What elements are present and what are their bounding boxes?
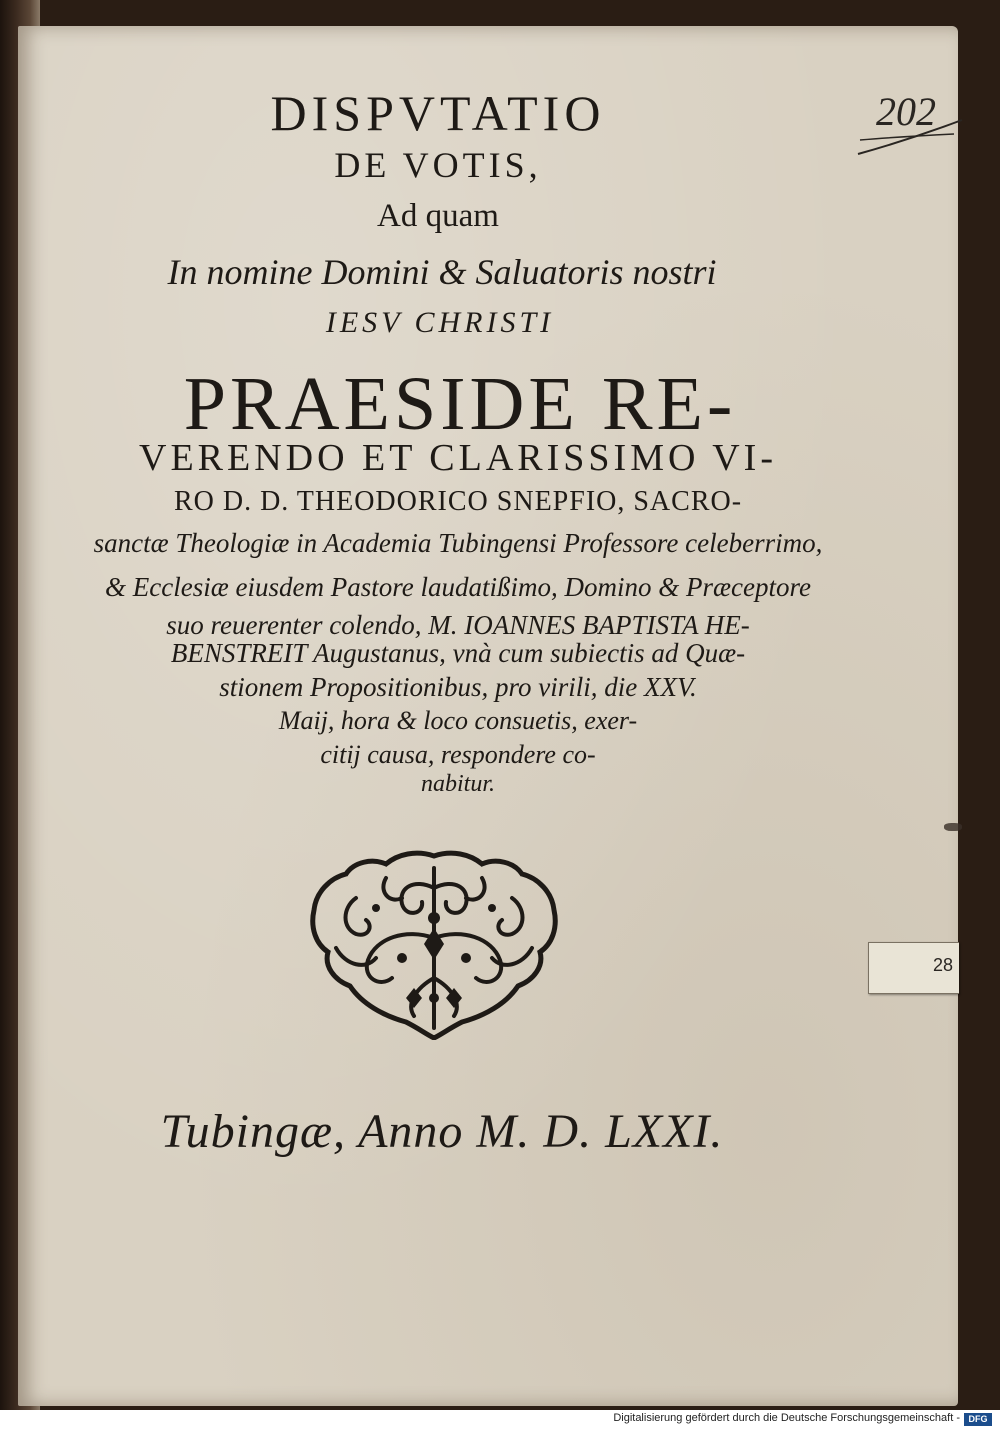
library-tab-label: 28 [932, 955, 953, 975]
imprint: Tubingæ, Anno M. D. LXXI. [160, 1105, 724, 1158]
footer-bar [0, 1410, 1000, 1430]
title-line-10: & Ecclesiæ eiusdem Pastore laudatißimo, Domino & Præceptore [105, 572, 811, 602]
title-line-11: suo reuerenter colendo, M. IOANNES BAPTISTA HE- [166, 610, 750, 640]
title-line-8: RO D. D. THEODORICO SNEPFIO, SACRO- [173, 486, 743, 517]
title-line-14: Maij, hora & loco consuetis, exer- [278, 706, 638, 735]
title-line-2: DE VOTIS, [334, 145, 542, 185]
title-line-9: sanctæ Theologiæ in Academia Tubingensi Professore celeberrimo, [93, 528, 823, 558]
title-line-3: Ad quam [377, 198, 499, 234]
dfg-logo-icon: DFG [964, 1413, 992, 1426]
title-line-13: stionem Propositionibus, pro virili, die XXV. [219, 672, 697, 702]
ink-spot-icon [944, 823, 962, 831]
title-line-1: DISPVTATIO [270, 85, 606, 141]
printers-ornament-icon [306, 848, 562, 1040]
title-line-5: IESV CHRISTI [325, 306, 555, 339]
title-line-4: In nomine Domini & Saluatoris nostri [167, 252, 717, 292]
title-line-15: citij causa, respondere co- [320, 740, 596, 769]
footer-credit: Digitalisierung gefördert durch die Deutsche Forschungsgemeinschaft - [613, 1412, 960, 1424]
title-line-6: PRAESIDE RE- [183, 362, 737, 446]
title-line-16: nabitur. [420, 771, 495, 797]
title-page [18, 26, 958, 1406]
handwritten-number-text: 202 [876, 89, 936, 134]
library-tab [868, 942, 959, 994]
handwritten-number [854, 78, 964, 158]
title-line-7: VERENDO ET CLARISSIMO VI- [139, 437, 777, 479]
title-line-12: BENSTREIT Augustanus, vnà cum subiectis ad Quæ- [170, 638, 746, 668]
